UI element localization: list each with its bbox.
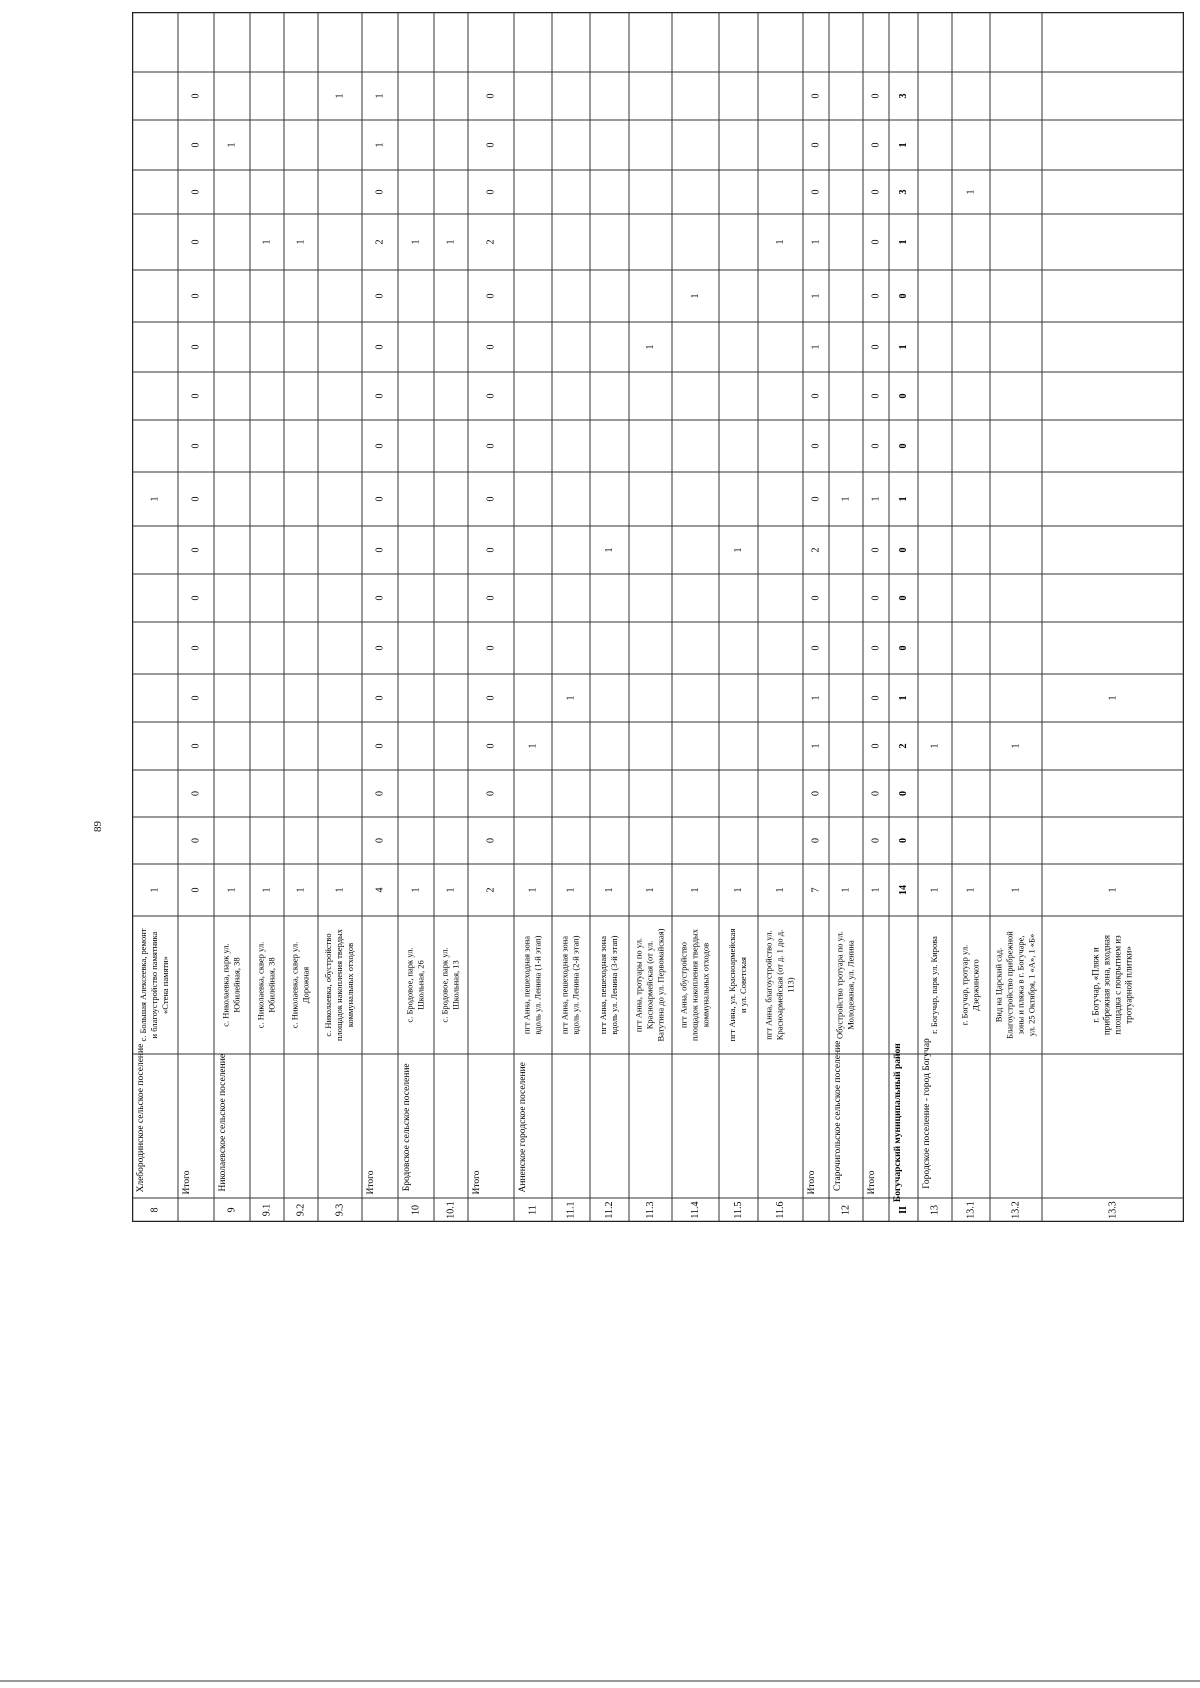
value-cell: 0	[870, 393, 882, 399]
row-number: 11.1	[565, 1201, 577, 1219]
object-description	[834, 931, 855, 1039]
value-cell: 0	[897, 293, 909, 299]
object-description	[1091, 935, 1134, 1035]
value-cell: 1	[565, 887, 577, 893]
value-cell: 0	[190, 743, 202, 749]
value-cell: 0	[870, 239, 882, 245]
object-description	[993, 931, 1036, 1039]
value-cell: 0	[870, 695, 882, 701]
value-cell: 0	[485, 838, 497, 843]
rotated-table	[132, 12, 1184, 1222]
description-line: Вид на Царский сад.	[993, 947, 1004, 1023]
value-cell: 0	[190, 443, 202, 449]
value-cell: 0	[190, 293, 202, 299]
value-cell: 0	[374, 293, 386, 299]
value-cell: 0	[870, 142, 882, 148]
description-line: Школьная, 13	[450, 960, 461, 1010]
value-cell: 0	[897, 595, 909, 601]
value-cell: 1	[334, 93, 346, 99]
row-number: 11.4	[689, 1201, 701, 1219]
object-description	[289, 942, 310, 1029]
description-line: с. Большая Алексеевка, ремонт	[137, 928, 148, 1042]
description-line: площадок накопления твердых	[689, 928, 700, 1042]
value-cell: 0	[897, 547, 909, 553]
description-line: Юбилейная, 38	[231, 957, 242, 1013]
value-cell: 1	[965, 887, 977, 893]
description-line: г. Богучар, «Пляж и	[1090, 947, 1101, 1023]
value-cell: 1	[226, 887, 238, 893]
row-number: 11.5	[732, 1201, 744, 1219]
value-cell: 1	[810, 293, 822, 299]
value-cell: 0	[485, 695, 497, 701]
description-line: пгт Анна, пешеходная зона	[521, 935, 532, 1035]
description-line: 113)	[785, 977, 796, 993]
value-cell: 0	[897, 838, 909, 843]
value-cell: 0	[374, 838, 386, 843]
value-cell: 0	[870, 743, 882, 749]
value-cell: 3	[897, 189, 909, 195]
row-number: 12	[840, 1205, 852, 1215]
value-cell: 1	[732, 887, 744, 893]
description-line: вдоль ул. Ленина (2-й этап)	[570, 935, 581, 1035]
value-cell: 0	[374, 791, 386, 796]
value-cell: 1	[334, 887, 346, 893]
object-description	[220, 943, 241, 1026]
value-cell: 0	[374, 443, 386, 449]
value-cell: 1	[897, 239, 909, 245]
value-cell: 1	[870, 496, 882, 502]
value-cell: 0	[374, 393, 386, 399]
value-cell: 1	[810, 743, 822, 749]
object-description	[323, 928, 355, 1041]
section-name: Городское поселение - город Богучар	[922, 1038, 933, 1189]
value-cell: 1	[810, 695, 822, 701]
object-description	[404, 947, 425, 1022]
value-cell: 0	[870, 93, 882, 99]
row-number: II	[897, 1206, 909, 1214]
value-cell: 1	[840, 887, 852, 893]
value-cell: 1	[774, 887, 786, 893]
description-line: Ватутина до ул. Первомайская)	[655, 928, 666, 1042]
value-cell: 1	[261, 239, 273, 245]
object-description	[439, 947, 460, 1022]
value-cell: 1	[897, 142, 909, 148]
value-cell: 1	[295, 887, 307, 893]
value-cell: 1	[840, 496, 852, 502]
row-number: 11	[527, 1205, 539, 1215]
description-line: тротуарной плитки»	[1123, 946, 1134, 1024]
row-number: 9.2	[295, 1203, 307, 1217]
value-cell: 0	[870, 645, 882, 651]
value-cell: 1	[603, 887, 615, 893]
value-cell: 1	[644, 887, 656, 893]
description-line: с. Николаевка, обустройство	[322, 933, 333, 1037]
row-number: 11.3	[644, 1201, 656, 1219]
value-cell: 1	[965, 189, 977, 195]
value-cell: 0	[374, 695, 386, 701]
value-cell: 1	[929, 887, 941, 893]
page-number: 89	[92, 821, 104, 832]
row-number: 9.3	[334, 1203, 346, 1217]
value-cell: 0	[485, 645, 497, 651]
value-cell: 1	[445, 239, 457, 245]
value-cell: 1	[1010, 743, 1022, 749]
value-cell: 0	[190, 189, 202, 195]
object-description	[727, 929, 748, 1042]
value-cell: 1	[565, 695, 577, 701]
description-line: с. Бродовое, парк ул.	[439, 947, 450, 1023]
description-line: вдоль ул. Ленина (3-й этап)	[608, 935, 619, 1035]
value-cell: 0	[810, 791, 822, 796]
row-number: 13.2	[1010, 1201, 1022, 1219]
description-line: с. Николаевка, парк ул.	[220, 943, 231, 1027]
description-line: Красноармейская (от ул.	[644, 940, 655, 1030]
value-cell: 1	[644, 344, 656, 350]
row-number: 8	[149, 1207, 161, 1213]
value-cell: 0	[810, 189, 822, 195]
value-cell: 1	[1107, 887, 1119, 893]
value-cell: 1	[603, 547, 615, 553]
value-cell: 2	[485, 887, 497, 893]
value-cell: 0	[870, 443, 882, 449]
description-line: вдоль ул. Ленина (1-й этап)	[532, 935, 543, 1035]
description-line: пгт Анна, ул. Красноармейская	[726, 928, 737, 1042]
value-cell: 0	[190, 239, 202, 245]
object-description	[598, 935, 619, 1034]
value-cell: 0	[485, 595, 497, 601]
value-cell: 1	[774, 239, 786, 245]
description-line: с. Николаевка, сквер ул.	[289, 941, 300, 1029]
value-cell: 0	[190, 645, 202, 651]
value-cell: 0	[810, 443, 822, 449]
object-description	[633, 928, 665, 1041]
object-description	[959, 945, 980, 1026]
value-cell: 0	[190, 595, 202, 601]
value-cell: 1	[929, 743, 941, 749]
value-cell: 0	[485, 344, 497, 350]
row-number: 11.6	[774, 1201, 786, 1219]
value-cell: 0	[870, 293, 882, 299]
value-cell: 1	[810, 239, 822, 245]
value-cell: 1	[810, 344, 822, 350]
value-cell: 0	[190, 496, 202, 502]
description-line: Обустройство тротуара по ул.	[834, 931, 845, 1039]
section-name: Итого	[366, 1170, 377, 1195]
description-line: Благоустройство прибрежной	[1004, 931, 1015, 1039]
value-cell: 1	[870, 887, 882, 893]
bottom-edge-line	[0, 1680, 1200, 1682]
value-cell: 0	[374, 595, 386, 601]
value-cell: 0	[374, 344, 386, 350]
value-cell: 1	[897, 496, 909, 502]
value-cell: 0	[485, 93, 497, 99]
value-cell: 3	[897, 93, 909, 99]
value-cell: 1	[374, 93, 386, 99]
value-cell: 0	[374, 645, 386, 651]
section-name: Старочигольское сельское поселение	[833, 1040, 844, 1191]
description-line: Дзержинского	[970, 959, 981, 1011]
description-line: Школьная, 26	[415, 960, 426, 1010]
description-line: пгт Анна, тротуары по ул.	[633, 937, 644, 1033]
value-cell: 0	[190, 142, 202, 148]
section-name: Хлебородинское сельское поселение	[136, 1043, 147, 1193]
value-cell: 0	[810, 142, 822, 148]
value-cell: 0	[870, 791, 882, 796]
value-cell: 1	[445, 887, 457, 893]
value-cell: 1	[897, 695, 909, 701]
description-line: Юбилейная, 38	[266, 957, 277, 1013]
value-cell: 0	[374, 496, 386, 502]
value-cell: 0	[485, 142, 497, 148]
table-grid	[132, 12, 1184, 1222]
section-name: Итого	[867, 1170, 878, 1195]
value-cell: 0	[190, 547, 202, 553]
row-number: 9	[226, 1207, 238, 1213]
description-line: площадка с покрытием из	[1112, 935, 1123, 1035]
value-cell: 0	[897, 791, 909, 796]
value-cell: 0	[897, 443, 909, 449]
value-cell: 2	[485, 239, 497, 245]
object-description	[255, 942, 276, 1029]
value-cell: 0	[810, 93, 822, 99]
description-line: ул. 25 Октября, 1 «А», 1 «Б»	[1026, 933, 1037, 1037]
description-line: пгт Анна, благоустройство ул.	[763, 930, 774, 1040]
section-name: Итого	[182, 1170, 193, 1195]
section-name: Богучарский муниципальный район	[893, 1043, 904, 1203]
row-number: 9.1	[261, 1203, 273, 1217]
value-cell: 1	[295, 239, 307, 245]
value-cell: 0	[374, 547, 386, 553]
description-line: г. Богучар, тротуар ул.	[959, 944, 970, 1026]
value-cell: 0	[374, 743, 386, 749]
value-cell: 1	[410, 887, 422, 893]
value-cell: 2	[810, 547, 822, 553]
description-line: и ул. Советская	[737, 957, 748, 1013]
row-number: 13.3	[1107, 1201, 1119, 1219]
value-cell: 1	[1107, 695, 1119, 701]
value-cell: 1	[732, 547, 744, 553]
value-cell: 0	[485, 496, 497, 502]
description-line: Дорожная	[300, 966, 311, 1004]
value-cell: 1	[149, 887, 161, 893]
row-number: 11.2	[603, 1201, 615, 1219]
value-cell: 1	[527, 887, 539, 893]
row-number: 13.1	[965, 1201, 977, 1219]
value-cell: 4	[374, 887, 386, 893]
value-cell: 0	[190, 887, 202, 893]
description-line: пгт Анна, пешеходная зона	[597, 935, 608, 1035]
value-cell: 0	[810, 645, 822, 651]
section-name: Анненское городское поселение	[518, 1062, 529, 1193]
description-line: пгт Анна, обустройство	[678, 942, 689, 1028]
object-description	[138, 928, 170, 1041]
section-name: Николаевское сельское поселение	[218, 1053, 229, 1192]
value-cell: 1	[261, 887, 273, 893]
description-line: прибрежная зона, входная	[1101, 934, 1112, 1036]
description-line: Красноармейская (от д. 1 до д.	[774, 929, 785, 1041]
description-line: площадок накопления твердых	[333, 928, 344, 1042]
value-cell: 0	[485, 791, 497, 796]
value-cell: 0	[190, 344, 202, 350]
value-cell: 14	[897, 885, 909, 895]
object-description	[929, 936, 939, 1034]
description-line: с. Бродовое, парк ул.	[404, 947, 415, 1023]
section-name: Итого	[807, 1170, 818, 1195]
value-cell: 1	[1010, 887, 1022, 893]
value-cell: 1	[149, 496, 161, 502]
value-cell: 0	[870, 595, 882, 601]
value-cell: 1	[689, 887, 701, 893]
value-cell: 0	[810, 595, 822, 601]
description-line: Молодежная, ул. Ленина	[845, 940, 856, 1030]
description-line: и благоустройство памятника	[148, 931, 159, 1039]
value-cell: 7	[810, 887, 822, 893]
value-cell: 0	[485, 547, 497, 553]
section-name: Бродовское сельское поселение	[402, 1063, 413, 1192]
value-cell: 0	[485, 393, 497, 399]
description-line: пгт Анна, пешеходная зона	[559, 935, 570, 1035]
value-cell: 0	[897, 393, 909, 399]
value-cell: 1	[527, 743, 539, 749]
row-number: 13	[929, 1205, 941, 1215]
description-line: зоны и пляжа в г. Богучаре,	[1015, 935, 1026, 1035]
description-line: г. Богучар, парк ул. Кирова	[928, 936, 939, 1034]
value-cell: 1	[374, 142, 386, 148]
value-cell: 0	[897, 645, 909, 651]
value-cell: 0	[810, 393, 822, 399]
value-cell: 1	[410, 239, 422, 245]
value-cell: 1	[226, 142, 238, 148]
description-line: коммунальных отходов	[344, 942, 355, 1028]
value-cell: 0	[485, 743, 497, 749]
row-number: 10.1	[445, 1201, 457, 1219]
description-line: «Стена памяти»	[159, 956, 170, 1014]
description-line: с. Николаевка, сквер ул.	[255, 941, 266, 1029]
value-cell: 1	[897, 344, 909, 350]
value-cell: 0	[870, 547, 882, 553]
object-description	[678, 928, 710, 1041]
section-name: Итого	[472, 1170, 483, 1195]
value-cell: 0	[870, 838, 882, 843]
value-cell: 2	[897, 743, 909, 749]
value-cell: 0	[190, 393, 202, 399]
value-cell: 2	[374, 239, 386, 245]
value-cell: 0	[485, 189, 497, 195]
value-cell: 0	[190, 791, 202, 796]
value-cell: 0	[485, 443, 497, 449]
object-description	[521, 935, 542, 1034]
row-number: 10	[410, 1205, 422, 1215]
object-description	[559, 935, 580, 1034]
description-line: коммунальных отходов	[700, 942, 711, 1028]
value-cell: 0	[870, 189, 882, 195]
value-cell: 0	[810, 838, 822, 843]
value-cell: 0	[485, 293, 497, 299]
value-cell: 0	[870, 344, 882, 350]
value-cell: 1	[689, 293, 701, 299]
value-cell: 0	[374, 189, 386, 195]
value-cell: 0	[190, 695, 202, 701]
value-cell: 0	[810, 496, 822, 502]
value-cell: 0	[190, 838, 202, 843]
value-cell: 0	[190, 93, 202, 99]
object-description	[763, 930, 795, 1040]
